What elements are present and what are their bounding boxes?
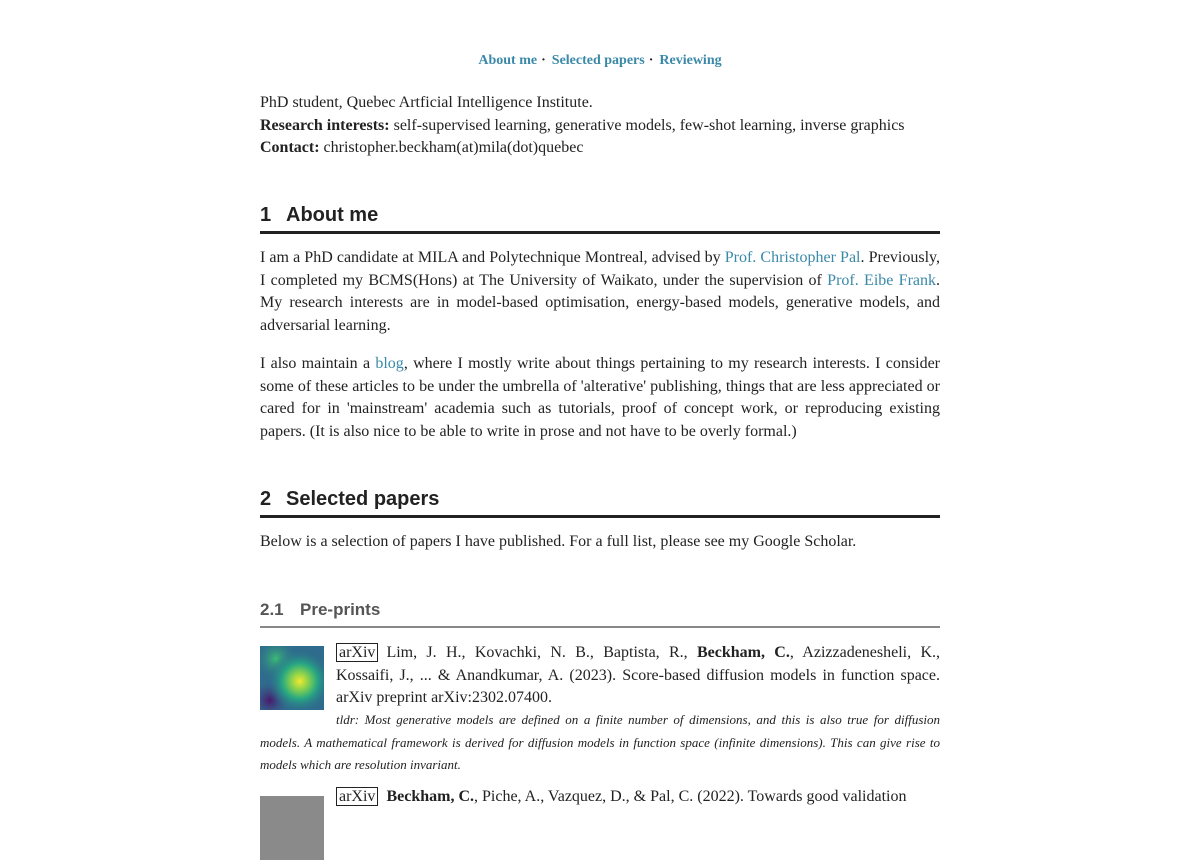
about-text: I also maintain a xyxy=(260,355,376,372)
nav-about-me-link[interactable]: About me xyxy=(478,53,538,68)
subsection-number: 2.1 xyxy=(260,600,284,619)
nav-separator: · xyxy=(648,53,654,68)
contact-text: christopher.beckham(at)mila(dot)quebec xyxy=(323,139,584,156)
blog-link[interactable]: blog xyxy=(375,355,404,372)
citation-details: , Azizzadenesheli, K., Kossaifi, J., ... & Anandkumar, A. (2023). Score-based diffusion models in function space. arXiv preprint arXiv:2302.07400. xyxy=(336,644,940,706)
citation-details: , Piche, A., Vazquez, D., & Pal, C. (2022). Towards good validation xyxy=(474,788,907,805)
citation-authors: Lim, J. H., Kovachki, N. B., Baptista, R., xyxy=(386,644,697,661)
paper-citation xyxy=(336,786,940,809)
contact-label: Contact: xyxy=(260,139,320,156)
section-heading-about-me xyxy=(260,203,940,234)
venue-badge[interactable]: arXiv xyxy=(336,643,378,662)
nav-reviewing-link[interactable]: Reviewing xyxy=(659,53,722,68)
supervisor-link[interactable]: Prof. Eibe Frank xyxy=(827,271,937,289)
role-line: PhD student, Quebec Artficial Intelligence Institute. xyxy=(260,94,593,111)
section-title: About me xyxy=(286,204,379,226)
contact-line xyxy=(260,137,940,160)
top-nav xyxy=(260,53,940,69)
interests-label: Research interests: xyxy=(260,116,390,134)
paper-citation xyxy=(336,642,940,710)
section-heading-selected-papers xyxy=(260,487,940,518)
section-number: 1 xyxy=(260,204,272,226)
interests-line xyxy=(260,115,940,138)
about-text: . My research interests are in model-based optimisation, energy-based models, generative models, and adversarial learning. xyxy=(260,271,941,334)
about-text: I am a PhD candidate at MILA and Polytechnique Montreal, advised by xyxy=(260,249,725,266)
citation-self-author: Beckham, C. xyxy=(386,788,474,805)
venue-badge[interactable]: arXiv xyxy=(336,787,378,806)
paper-tldr: tldr: Most generative models are defined on a finite number of dimensions, and this is also true for diffusion models. A mathematical framework is derived for diffusion models in function space (infinite dimensions). This can give rise to models which are resolution invariant. xyxy=(260,712,940,772)
section-title: Selected papers xyxy=(286,488,440,510)
nav-separator: · xyxy=(541,53,546,68)
section-number: 2 xyxy=(260,488,272,510)
subsection-title: Pre-prints xyxy=(300,600,381,619)
nav-selected-papers-link[interactable]: Selected papers xyxy=(551,53,645,68)
paper-thumbnail xyxy=(260,796,324,860)
subsection-heading-preprints xyxy=(260,600,940,628)
intro-block xyxy=(260,92,940,160)
about-paragraph-1 xyxy=(260,247,940,337)
papers-intro: Below is a selection of papers I have published. For a full list, please see my Google Scholar. xyxy=(260,533,857,550)
interests-text: self-supervised learning, generative models, few-shot learning, inverse graphics xyxy=(393,116,905,134)
paper-thumbnail xyxy=(260,646,324,710)
about-text: , where I mostly write about things pertaining to my research interests. I consider some of these articles to be under the umbrella of 'alterative' publishing, things that are less appreciated or cared for in 'mainstream' academia such as tutorials, proof of concept work, or reproducing existing papers. (It is also nice to be able to write in prose and not have to be overly formal.) xyxy=(260,355,941,440)
advisor-link[interactable]: Prof. Christopher Pal xyxy=(724,249,861,266)
about-paragraph-2 xyxy=(260,353,940,443)
about-text: . Previously, I completed my BCMS(Hons) at The University of Waikato, under the supervision of xyxy=(260,249,941,289)
citation-self-author: Beckham, C. xyxy=(696,644,790,661)
